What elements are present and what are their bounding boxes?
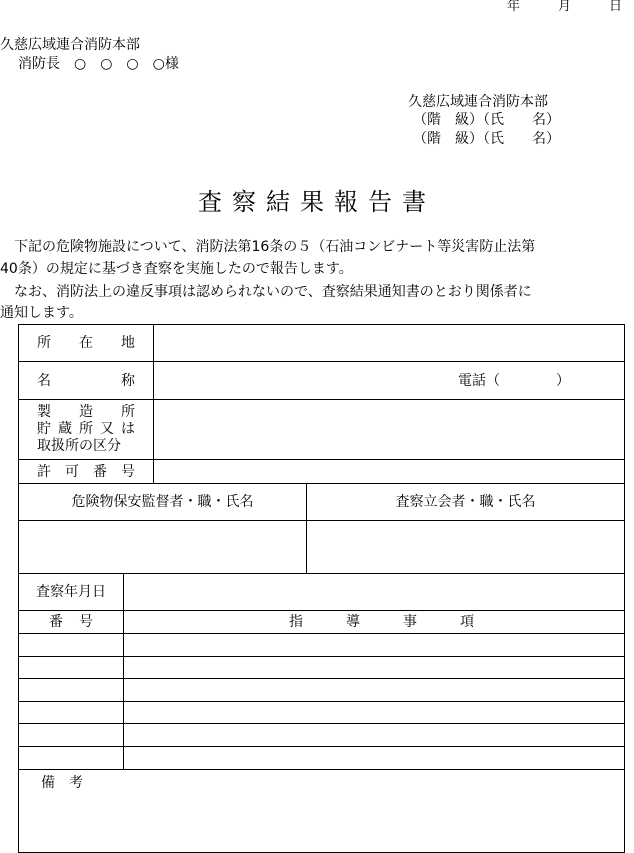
guidance-header-row [19,611,624,634]
guidance-number-field[interactable] [19,702,124,723]
witness-field[interactable] [307,521,624,573]
inspection-date-field[interactable] [124,574,624,610]
paragraph-2-line-2: 通知します。 [0,305,83,321]
guidance-number-field[interactable] [19,724,124,746]
location-row [19,325,624,362]
paragraph-2-line-1: なお、消防法上の違反事項は認められないので、査察結果通知書のとおり関係者に [0,284,532,300]
supervisor-field[interactable] [19,521,307,573]
date-line [471,0,634,13]
guidance-item-field[interactable] [124,657,624,678]
inspection-date-row [19,574,624,611]
guidance-item-field[interactable] [124,747,624,769]
remarks-row[interactable] [19,770,624,852]
phone-label: 電話（ ） [458,372,570,389]
date-year: 年 [506,0,520,14]
sender-line-2: （階 級）（氏 名） [413,131,560,147]
guidance-row [19,657,624,679]
guidance-header: 指 導 事 項 [289,614,474,630]
document-title: 査察結果報告書 [198,188,436,216]
name-field[interactable] [154,362,624,399]
facility-type-row [19,400,624,460]
date-month: 月 [557,0,571,14]
supervisor-header: 危険物保安監督者・職・氏名 [19,484,307,520]
inspection-date-label: 査察年月日 [19,574,124,610]
guidance-number-field[interactable] [19,679,124,701]
guidance-number-field[interactable] [19,747,124,769]
permit-row [19,460,624,484]
remarks-label: 備 考 [41,775,83,791]
sender-org: 久慈広域連合消防本部 [408,94,548,110]
paragraph-1-line-1: 下記の危険物施設について、消防法第16条の５（石油コンビナート等災害防止法第 [0,239,536,255]
guidance-item-field[interactable] [124,679,624,701]
name-row [19,362,624,400]
people-field-row [19,521,624,574]
report-form-table [18,324,625,853]
sender-line-1: （階 級）（氏 名） [413,112,560,128]
guidance-row [19,702,624,724]
number-header: 番 号 [19,611,124,633]
guidance-item-field[interactable] [124,634,624,656]
guidance-number-field[interactable] [19,657,124,678]
name-label: 名 称 [19,362,154,399]
witness-header: 査察立会者・職・氏名 [395,494,536,510]
location-field[interactable] [154,325,624,361]
guidance-item-field[interactable] [124,702,624,723]
location-label: 所 在 地 [19,325,154,361]
recipient-title: 消防長 ○ ○ ○ ○様 [18,56,179,72]
date-day: 日 [608,0,622,14]
facility-type-field[interactable] [154,400,624,459]
guidance-item-field[interactable] [124,724,624,746]
facility-type-label: 製 造 所 貯 蔵 所 又 は 取扱所の区分 [19,400,154,459]
guidance-number-field[interactable] [19,634,124,656]
guidance-row [19,634,624,657]
permit-number-field[interactable] [154,460,624,483]
recipient-org: 久慈広域連合消防本部 [0,37,140,53]
people-header-row [19,484,624,521]
permit-number-label: 許 可 番 号 [19,460,154,483]
paragraph-1-line-2: 40条）の規定に基づき査察を実施したので報告します。 [0,261,353,277]
guidance-row [19,724,624,747]
guidance-row [19,679,624,702]
guidance-row [19,747,624,770]
